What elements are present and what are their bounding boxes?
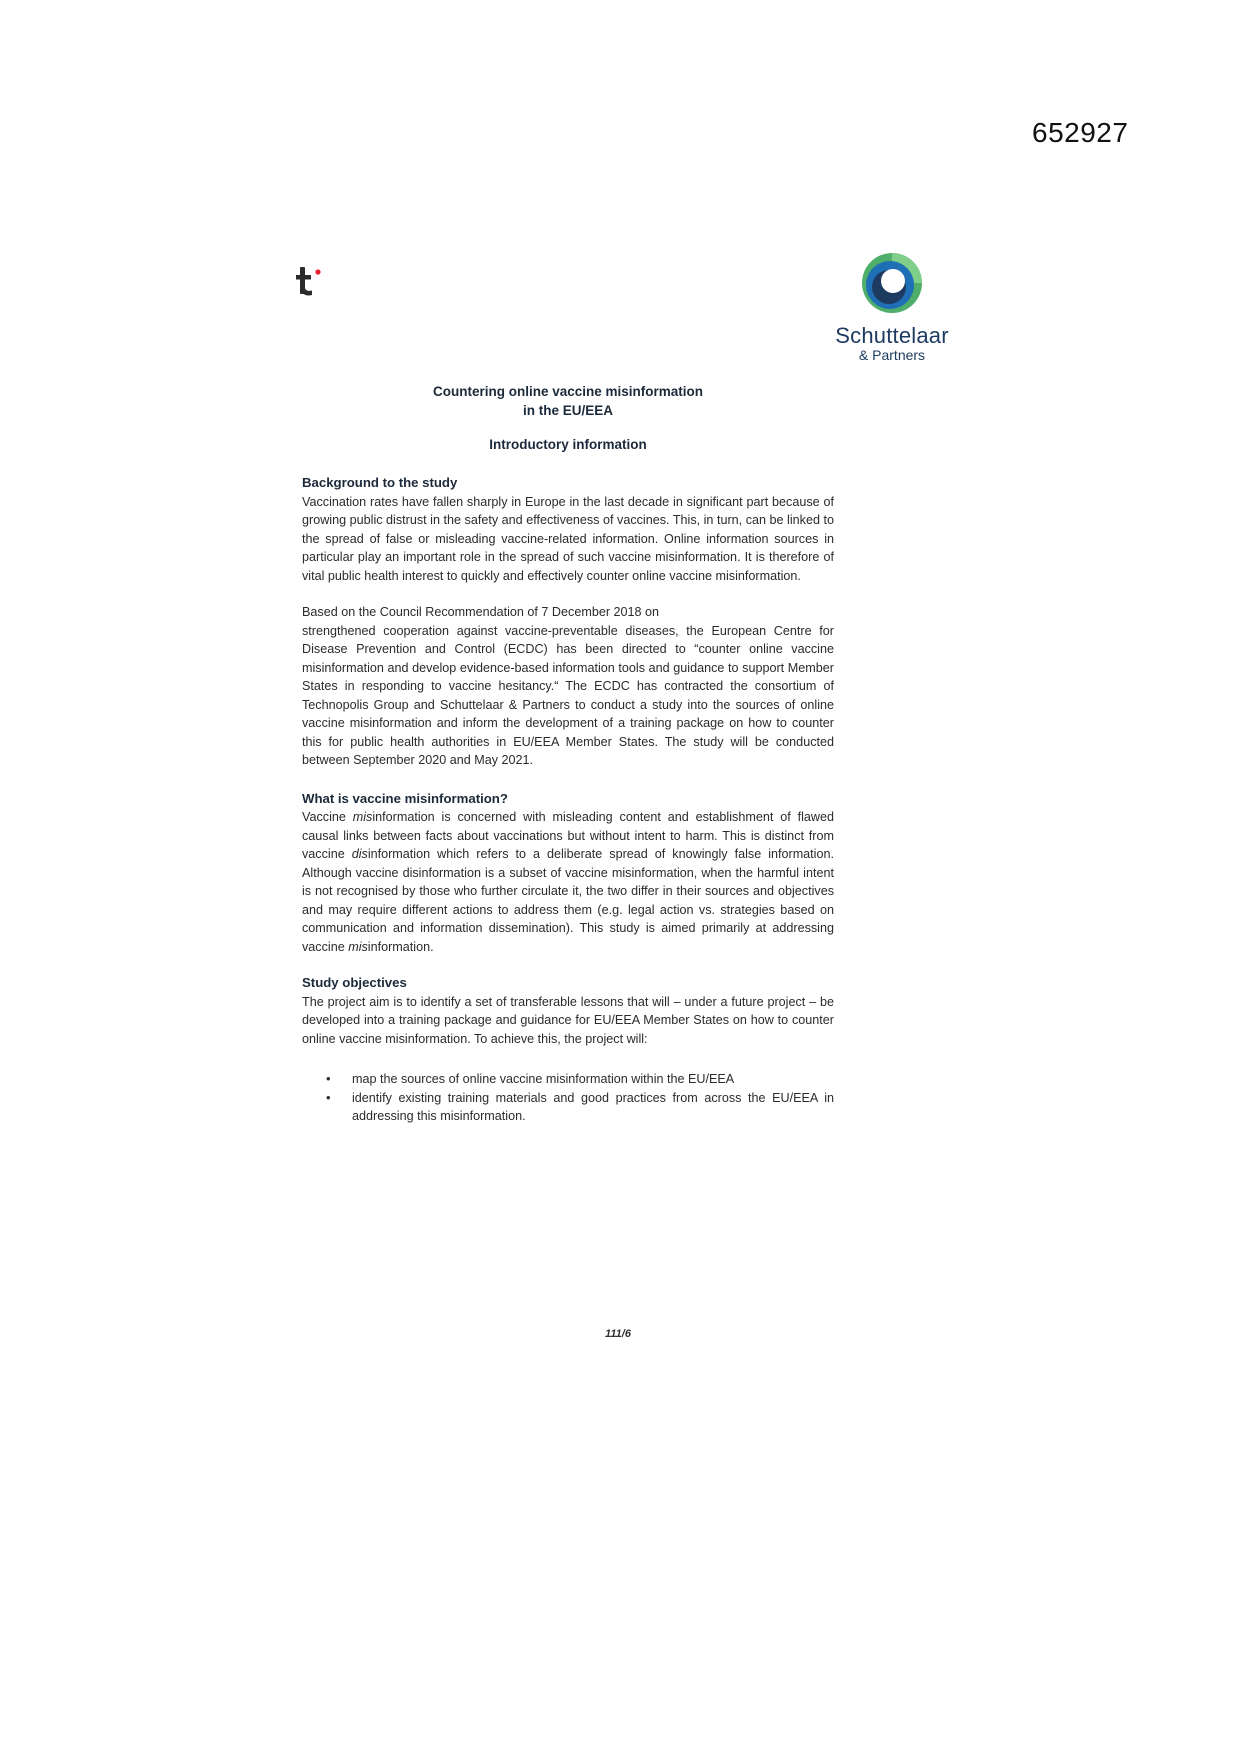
document-body: [302, 474, 834, 1126]
section-heading-background: Background to the study: [302, 475, 458, 490]
objectives-paragraph: The project aim is to identify a set of transferable lessons that will – under a future project – be developed into a training package and guidance for EU/EEA Member States on how to counter online vaccine misinformation. To achieve this, the project will:: [302, 994, 834, 1046]
background-paragraph-2-line-1: Based on the Council Recommendation of 7 December 2018 on: [302, 605, 660, 619]
title-line-2: in the EU/EEA: [522, 403, 613, 418]
section-heading-objectives: Study objectives: [302, 975, 407, 990]
background-paragraph-1: Vaccination rates have fallen sharply in Europe in the last decade in significant part because of growing public distrust in the safety and effectiveness of vaccines. This, in turn, can be linked to the spread of false or misleading vaccine-related information. Online information sources in particular play an important role in the spread of such vaccine misinformation. It is therefore of vital public health interest to quickly and effectively counter online vaccine misinformation.: [302, 494, 834, 583]
document-subtitle: Introductory information: [489, 437, 647, 452]
schuttelaar-brand-sub: & Partners: [858, 347, 926, 363]
technopolis-logo: [296, 264, 326, 305]
objectives-bullet-list: [302, 1070, 834, 1126]
schuttelaar-ring-icon: [859, 250, 925, 316]
list-item: • identify existing training materials and good practices from across the EU/EEA in addressing this misinformation.: [302, 1089, 834, 1126]
page-number: 111/6: [605, 1328, 631, 1340]
list-item: • map the sources of online vaccine misinformation within the EU/EEA: [302, 1070, 834, 1089]
schuttelaar-brand-name: Schuttelaar: [835, 323, 949, 348]
background-paragraph-2: [302, 603, 834, 770]
document-number: 652927: [1032, 117, 1129, 148]
background-paragraph-2-rest: strengthened cooperation against vaccine-preventable diseases, the European Centre for Disease Prevention and Control (ECDC) has been directed to “counter online vaccine misinformation and develop evidence-based information tools and guidance to support Member States in responding to vaccine hesitancy.“ The ECDC has contracted the consortium of Technopolis Group and Schuttelaar & Partners to conduct a study into the sources of online vaccine misinformation and inform the development of a training package on how to counter this for public health authorities in EU/EEA Member States. The study will be conducted between September 2020 and May 2021.: [302, 623, 834, 767]
schuttelaar-logo: [822, 250, 962, 363]
what-is-paragraph: Vaccine misinformation is concerned with misleading content and establishment of flawed causal links between facts about vaccinations but without intent to harm. This is distinct from vaccine disinformation which refers to a deliberate spread of knowingly false information. Although vaccine disinformation is a subset of vaccine misinformation, when the harmful intent is not recognised by those who further circulate it, the two differ in their sources and objectives and may require different actions to address them (e.g. legal action vs. strategies based on communication and information dissemination). This study is aimed primarily at addressing vaccine misinformation.: [302, 810, 834, 954]
section-heading-what-is: What is vaccine misinformation?: [302, 790, 508, 806]
technopolis-logo-icon: [296, 264, 326, 300]
document-title: [302, 382, 834, 420]
title-line-1: Countering online vaccine misinformation: [432, 384, 704, 399]
